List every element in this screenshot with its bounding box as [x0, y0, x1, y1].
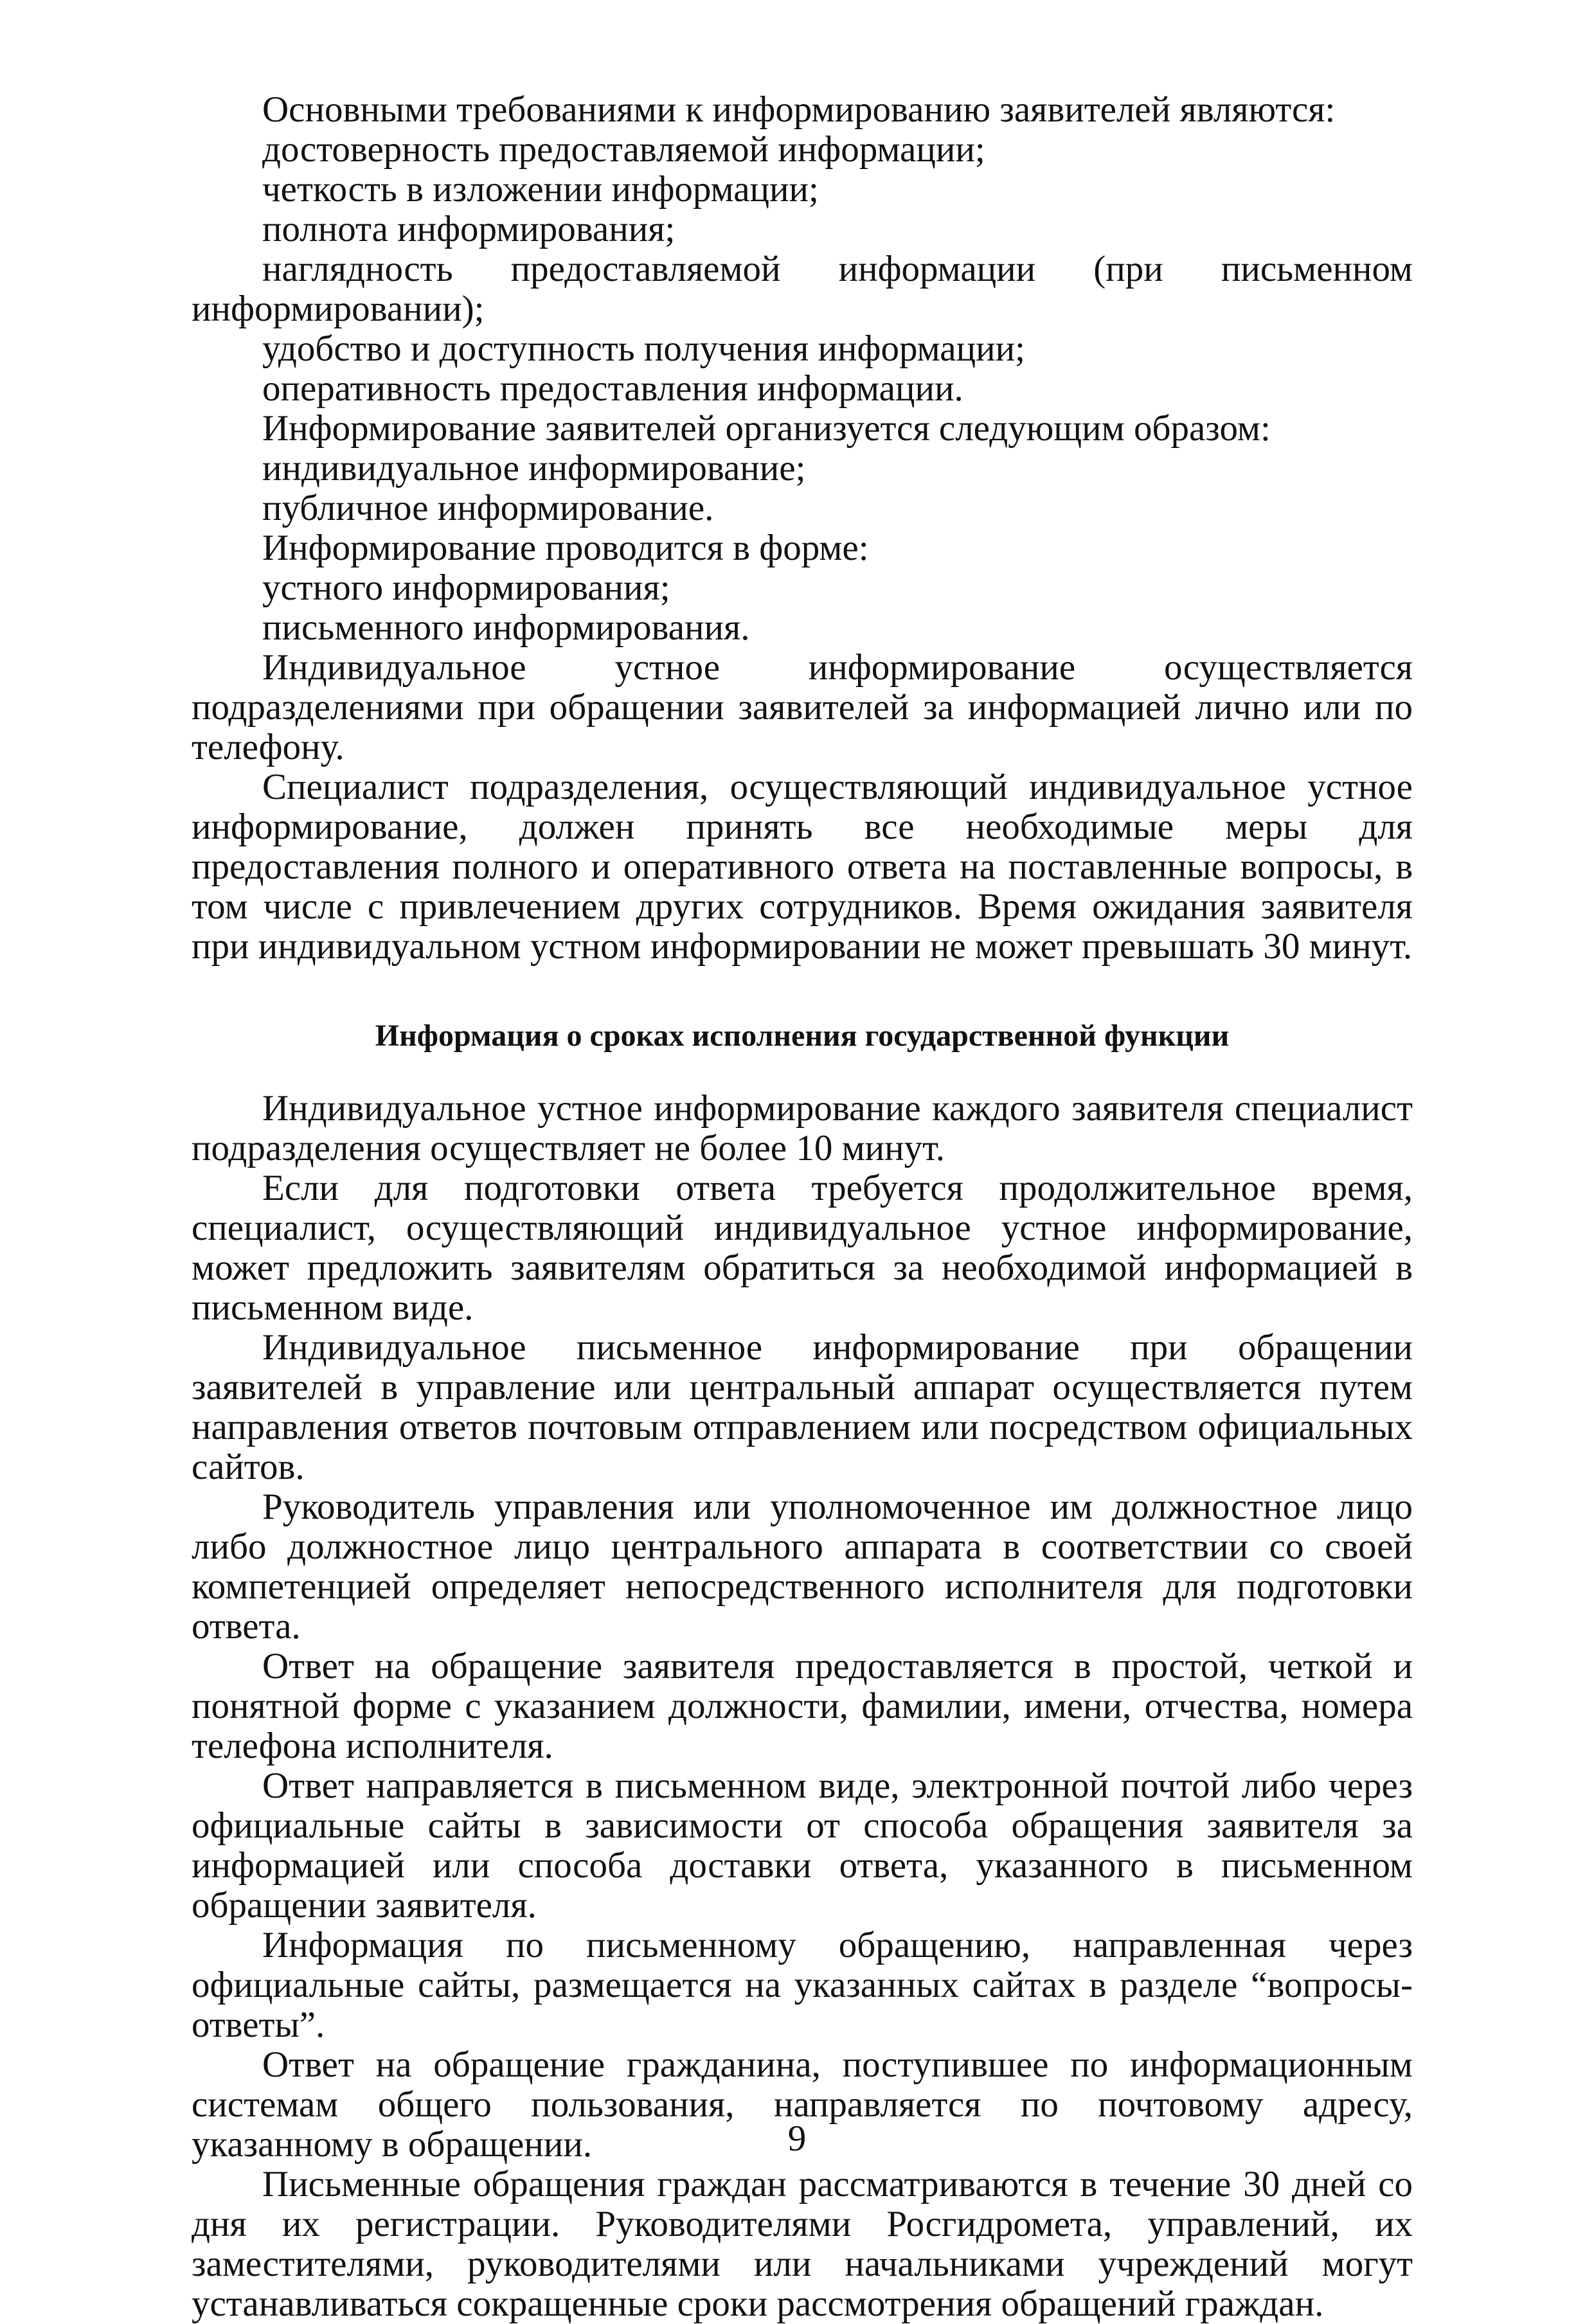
list-item: письменного информирования. — [262, 607, 750, 648]
paragraph: Индивидуальное устное информирование каждого заявителя специалист подразделения осуществляет не более 10 минут. — [192, 1088, 1413, 1168]
paragraph: Основными требованиями к информированию заявителей являются: — [262, 89, 1336, 130]
list-item: четкость в изложении информации; — [262, 169, 819, 210]
list-item: оперативность предоставления информации. — [262, 368, 963, 409]
paragraph: Индивидуальное устное информирование осуществляется подразделениями при обращении заявителей за информацией лично или по телефону. — [192, 647, 1413, 767]
list-item: удобство и доступность получения информации; — [262, 328, 1025, 369]
list-item: полнота информирования; — [262, 209, 676, 249]
paragraph: Ответ направляется в письменном виде, электронной почтой либо через официальные сайты в зависимости от способа обращения заявителя за информацией или способа доставки ответа, указанного в письменном обращении заявителя. — [192, 1765, 1413, 1926]
paragraph: Информирование заявителей организуется следующим образом: — [262, 408, 1271, 449]
list-item: публичное информирование. — [262, 488, 714, 528]
paragraph: Информация по письменному обращению, направленная через официальные сайты, размещается на указанных сайтах в разделе “вопросы-ответы”. — [192, 1925, 1413, 2045]
list-item: устного информирования; — [262, 568, 670, 608]
paragraph: Индивидуальное письменное информирование при обращении заявителей в управление или центральный аппарат осуществляется путем направления ответов почтовым отправлением или посредством официальных сайтов. — [192, 1327, 1413, 1487]
paragraph: Письменные обращения граждан рассматриваются в течение 30 дней со дня их регистрации. Руководителями Росгидромета, управлений, их заместителями, руководителями или начальниками учреждений могут устанавливаться сокращенные сроки рассмотрения обращений граждан. — [192, 2164, 1413, 2324]
paragraph: Если для подготовки ответа требуется продолжительное время, специалист, осуществляющий индивидуальное устное информирование, может предложить заявителям обратиться за необходимой информацией в письменном виде. — [192, 1168, 1413, 1328]
paragraph: Ответ на обращение гражданина, поступившее по информационным системам общего пользования, направляется по почтовому адресу, указанному в обращении. — [192, 2044, 1413, 2165]
list-item: индивидуальное информирование; — [262, 448, 806, 488]
document-page — [192, 90, 1413, 2324]
list-item: наглядность предоставляемой информации (при письменном информировании); — [192, 249, 1413, 329]
paragraph: Специалист подразделения, осуществляющий индивидуальное устное информирование, должен принять все необходимые меры для предоставления полного и оперативного ответа на поставленные вопросы, в том числе с привлечением других сотрудников. Время ожидания заявителя при индивидуальном устном информировании не может превышать 30 минут. — [192, 767, 1413, 967]
page-number: 9 — [787, 2118, 807, 2159]
paragraph: Руководитель управления или уполномоченное им должностное лицо либо должностное лицо центрального аппарата в соответствии со своей компетенцией определяет непосредственного исполнителя для подготовки ответа. — [192, 1487, 1413, 1647]
section-heading: Информация о сроках исполнения государственной функции — [375, 1019, 1230, 1053]
paragraph: Ответ на обращение заявителя предоставляется в простой, четкой и понятной форме с указанием должности, фамилии, имени, отчества, номера телефона исполнителя. — [192, 1646, 1413, 1766]
paragraph: Информирование проводится в форме: — [262, 528, 869, 568]
list-item: достоверность предоставляемой информации; — [262, 129, 985, 170]
